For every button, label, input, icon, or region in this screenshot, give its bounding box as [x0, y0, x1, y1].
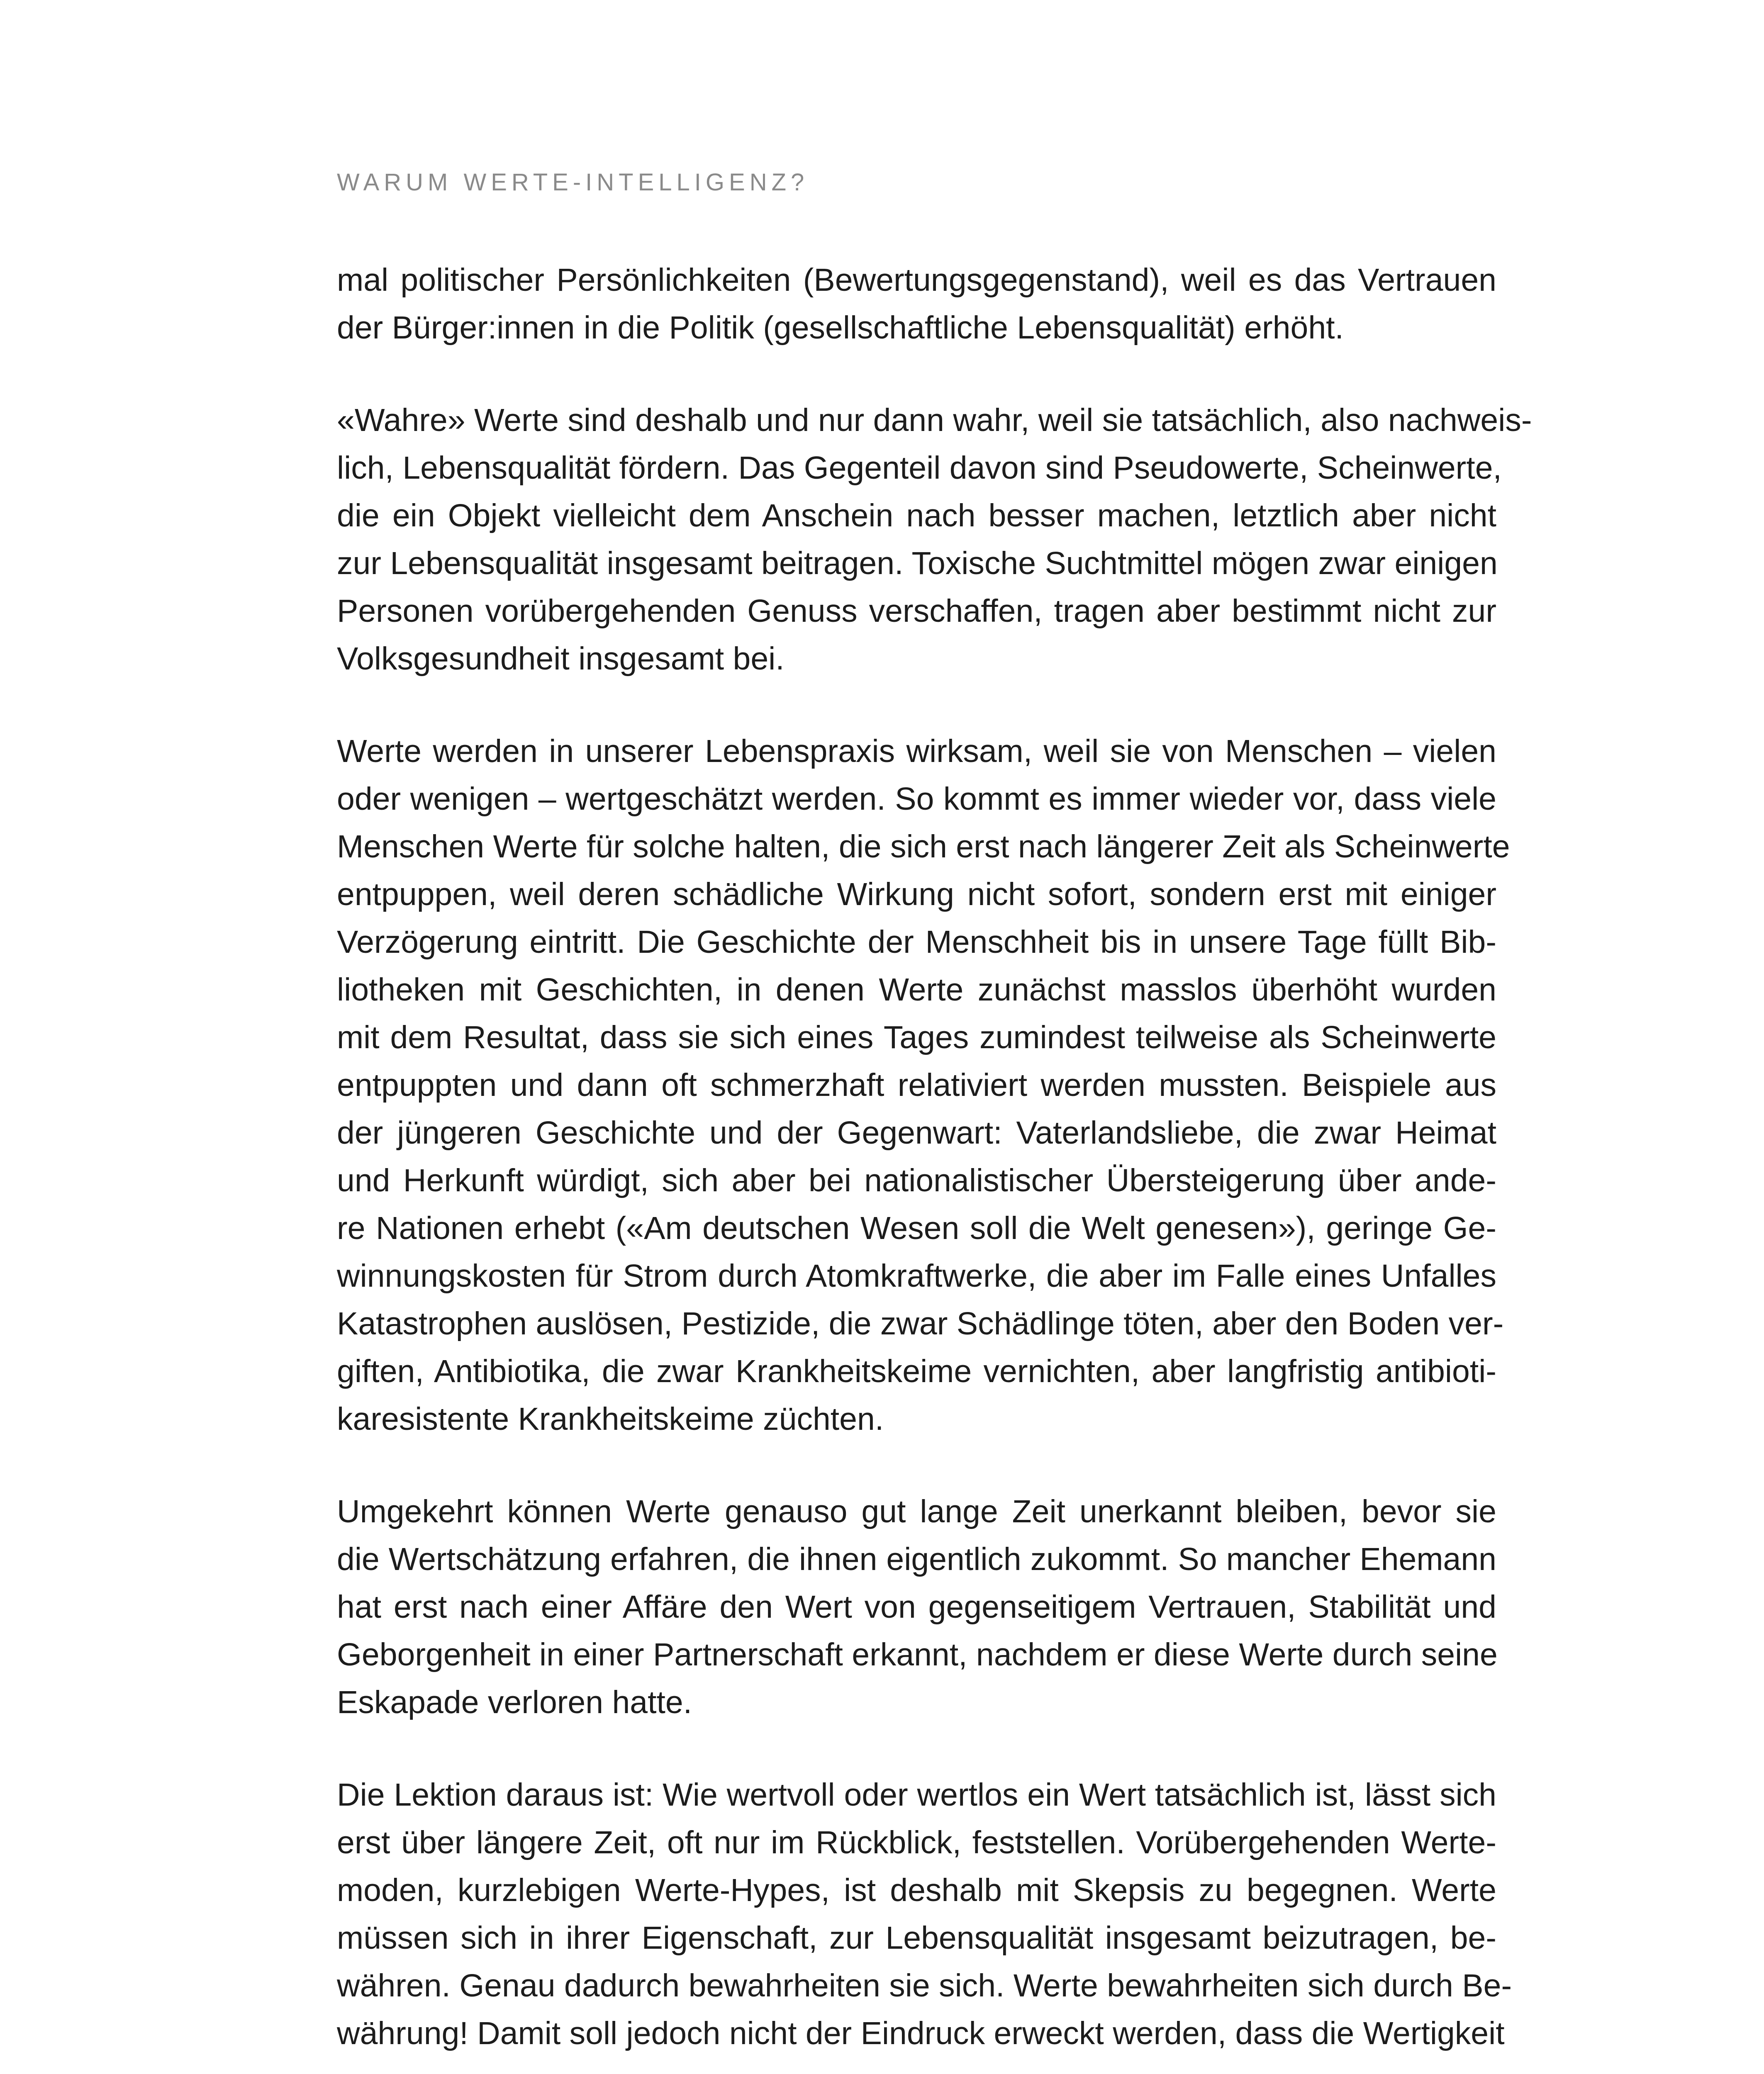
text-line: Menschen Werte für solche halten, die sich erst nach längerer Zeit als Scheinwerte [337, 829, 1510, 864]
text-line: karesistente Krankheitskeime züchten. [337, 1401, 884, 1437]
text-line: Umgekehrt können Werte genauso gut lange Zeit unerkannt bleiben, bevor sie [337, 1494, 1496, 1529]
paragraph-2 [337, 397, 1532, 683]
text-line: müssen sich in ihrer Eigenschaft, zur Lebensqualität insgesamt beizutragen, be- [337, 1920, 1496, 1956]
text-line: re Nationen erhebt («Am deutschen Wesen soll die Welt genesen»), geringe Ge- [337, 1210, 1496, 1246]
text-line: moden, kurzlebigen Werte-Hypes, ist deshalb mit Skepsis zu begegnen. Werte [337, 1872, 1496, 1908]
text-line: Die Lektion daraus ist: Wie wertvoll oder wertlos ein Wert tatsächlich ist, lässt sich [337, 1777, 1496, 1813]
text-line: Geborgenheit in einer Partnerschaft erkannt, nachdem er diese Werte durch seine [337, 1637, 1498, 1672]
text-line: Werte werden in unserer Lebenspraxis wirksam, weil sie von Menschen – vielen [337, 733, 1496, 769]
text-line: giften, Antibiotika, die zwar Krankheitskeime vernichten, aber langfristig antibioti- [337, 1353, 1496, 1389]
text-line: die ein Objekt vielleicht dem Anschein nach besser machen, letztlich aber nicht [337, 498, 1496, 533]
text-line: hat erst nach einer Affäre den Wert von gegenseitigem Vertrauen, Stabilität und [337, 1589, 1496, 1625]
text-line: Personen vorübergehenden Genuss verschaffen, tragen aber bestimmt nicht zur [337, 593, 1496, 629]
text-line: der Bürger:innen in die Politik (gesellschaftliche Lebensqualität) erhöht. [337, 310, 1344, 346]
text-line: erst über längere Zeit, oft nur im Rückblick, feststellen. Vorübergehenden Werte- [337, 1825, 1496, 1860]
text-line: entpuppten und dann oft schmerzhaft relativiert werden mussten. Beispiele aus [337, 1067, 1496, 1103]
text-line: liotheken mit Geschichten, in denen Werte zunächst masslos überhöht wurden [337, 972, 1496, 1008]
paragraph-5 [337, 1771, 1512, 2057]
paragraph-1 [337, 256, 1496, 352]
text-line: die Wertschätzung erfahren, die ihnen eigentlich zukommt. So mancher Ehemann [337, 1541, 1496, 1577]
paragraph-4 [337, 1488, 1496, 1726]
paragraph-3 [337, 728, 1510, 1443]
text-line: und Herkunft würdigt, sich aber bei nationalistischer Übersteigerung über ande- [337, 1163, 1496, 1198]
body-text [337, 256, 1532, 2074]
text-line: entpuppen, weil deren schädliche Wirkung nicht sofort, sondern erst mit einiger [337, 876, 1496, 912]
text-line: zur Lebensqualität insgesamt beitragen. Toxische Suchtmittel mögen zwar einigen [337, 545, 1498, 581]
text-line: oder wenigen – wertgeschätzt werden. So kommt es immer wieder vor, dass viele [337, 781, 1496, 817]
text-line: währung! Damit soll jedoch nicht der Eindruck erweckt werden, dass die Wertigkeit [337, 2016, 1505, 2051]
text-line: «Wahre» Werte sind deshalb und nur dann wahr, weil sie tatsächlich, also nachweis- [337, 402, 1532, 438]
running-head: WARUM WERTE-INTELLIGENZ? [337, 169, 809, 196]
text-line: Eskapade verloren hatte. [337, 1685, 692, 1720]
text-line: lich, Lebensqualität fördern. Das Gegenteil davon sind Pseudowerte, Scheinwerte, [337, 450, 1502, 486]
text-line: Volksgesundheit insgesamt bei. [337, 641, 785, 677]
text-line: winnungskosten für Strom durch Atomkraftwerke, die aber im Falle eines Unfalles [337, 1258, 1496, 1294]
text-line: mit dem Resultat, dass sie sich eines Tages zumindest teilweise als Scheinwerte [337, 1020, 1496, 1055]
text-line: Katastrophen auslösen, Pestizide, die zwar Schädlinge töten, aber den Boden ver- [337, 1306, 1504, 1341]
text-line: mal politischer Persönlichkeiten (Bewertungsgegenstand), weil es das Vertrauen [337, 262, 1496, 298]
text-line: währen. Genau dadurch bewahrheiten sie sich. Werte bewahrheiten sich durch Be- [337, 1968, 1512, 2003]
text-line: Verzögerung eintritt. Die Geschichte der Menschheit bis in unsere Tage füllt Bib- [337, 924, 1496, 960]
text-line: der jüngeren Geschichte und der Gegenwart: Vaterlandsliebe, die zwar Heimat [337, 1115, 1496, 1151]
